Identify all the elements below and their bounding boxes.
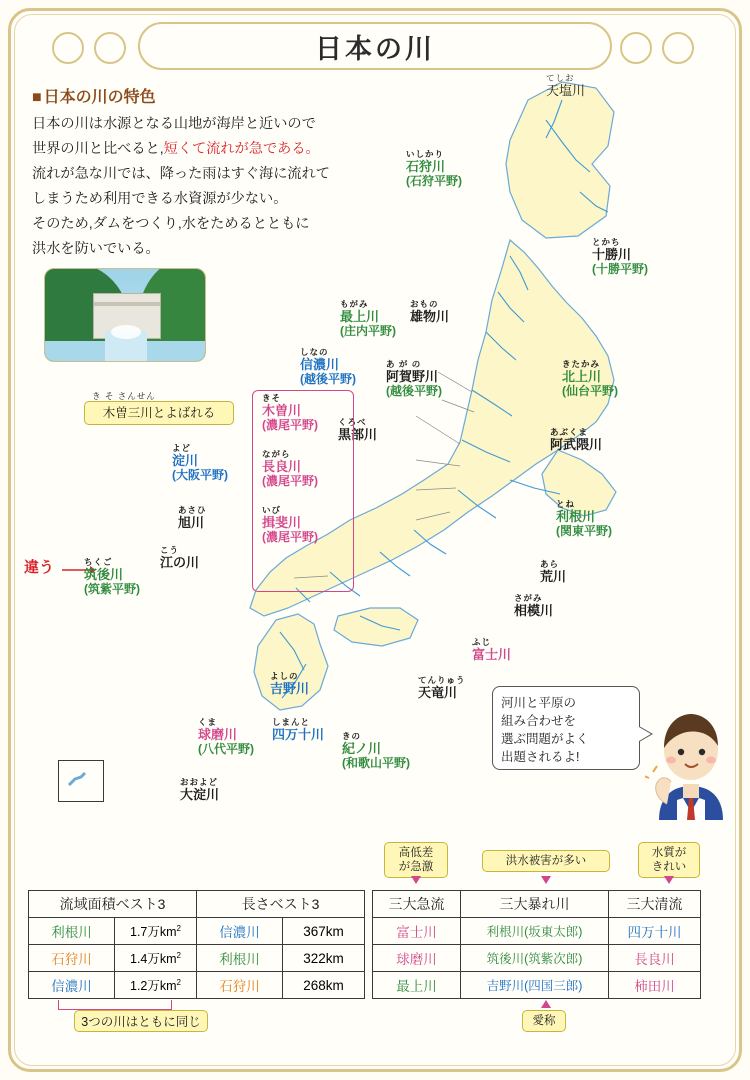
clear-header: 三大清流 xyxy=(609,891,701,918)
tag-wild xyxy=(482,850,610,872)
kiso-sansen-ruby xyxy=(92,392,156,401)
table-row xyxy=(373,918,701,945)
three-rivers-note xyxy=(74,1010,208,1032)
rapid-header: 三大急流 xyxy=(373,891,461,918)
map-label-name: 阿賀野川 xyxy=(386,369,439,384)
map-label-omono xyxy=(410,300,449,324)
map-label-ruby: よど xyxy=(172,443,192,453)
wild-header: 三大暴れ川 xyxy=(461,891,609,918)
basin-value-3-text: 1.2万km xyxy=(130,979,177,993)
rapid-river-3: 最上川 xyxy=(373,972,461,999)
map-label-ruby: くろべ xyxy=(338,417,367,427)
map-label-oyodo xyxy=(180,778,219,802)
map-label-ruby: ちくご xyxy=(84,557,113,567)
kiso-sansen-ruby-text: き そ さんせん xyxy=(92,391,156,401)
clear-river-2: 長良川 xyxy=(609,945,701,972)
table-header-row xyxy=(29,891,365,918)
kiso-sansen-label: 木曽三川とよばれる xyxy=(102,406,216,420)
tip-line: 出題されるよ! xyxy=(501,750,580,764)
paragraph-line-2a: 世界の川と比べると, xyxy=(32,141,164,157)
map-label-kuma xyxy=(198,718,254,756)
rapid-river-1: 富士川 xyxy=(373,918,461,945)
map-label-name: 紀ノ川 xyxy=(342,741,382,756)
map-label-ruby: とかち xyxy=(592,237,621,247)
basin-river-1: 利根川 xyxy=(29,918,115,945)
highlight-text: 短くて流れが急である。 xyxy=(163,141,320,157)
map-label-ara xyxy=(540,560,566,584)
map-label-ruby: てしお xyxy=(546,73,575,83)
wild-river-1: 利根川(坂東太郎) xyxy=(461,918,609,945)
map-label-ruby: ながら xyxy=(262,449,291,459)
brace-shape xyxy=(58,1000,172,1010)
map-label-chikugo xyxy=(84,558,140,596)
okinawa-shape xyxy=(59,761,101,799)
length-value-1: 367km xyxy=(283,918,365,945)
chigau-label: 違う xyxy=(24,559,55,576)
decoration-circle xyxy=(52,32,84,64)
map-label-name: 大淀川 xyxy=(180,787,220,802)
tip-line: 河川と平原の xyxy=(501,696,577,710)
chigau-note xyxy=(24,560,54,575)
length-value-2: 322km xyxy=(283,945,365,972)
map-label-shinano xyxy=(300,348,356,386)
tip-speech-bubble xyxy=(492,686,640,770)
basin-value-2 xyxy=(115,945,197,972)
table-row xyxy=(29,972,365,999)
three-rivers-note-label: 3つの川はともに同じ xyxy=(81,1015,201,1029)
section-heading xyxy=(32,84,156,107)
clear-river-1: 四万十川 xyxy=(609,918,701,945)
map-label-plain: (仙台平野) xyxy=(562,384,618,398)
map-label-ruby: きたかみ xyxy=(562,359,601,369)
map-label-ruby: もがみ xyxy=(340,299,369,309)
map-label-name: 吉野川 xyxy=(270,681,310,696)
section-heading-label: 日本の川の特色 xyxy=(43,89,156,106)
map-label-ruby: さがみ xyxy=(514,593,543,603)
page-title: 日本の川 xyxy=(315,33,435,64)
map-label-name: 木曽川 xyxy=(262,403,302,418)
map-label-ibi xyxy=(262,506,318,544)
stats-table-left xyxy=(28,890,365,999)
map-label-name: 揖斐川 xyxy=(262,515,302,530)
table-header-row xyxy=(373,891,701,918)
tag-clear-line2: きれい xyxy=(651,861,687,873)
map-label-ruby: きそ xyxy=(262,393,282,403)
map-label-name: 球磨川 xyxy=(198,727,238,742)
map-label-mogami xyxy=(340,300,396,338)
map-label-ruby: あ が の xyxy=(386,359,422,369)
wild-river-3: 吉野川(四国三郎) xyxy=(461,972,609,999)
map-label-ruby: こう xyxy=(160,545,180,555)
map-label-name: 最上川 xyxy=(340,309,380,324)
table-row xyxy=(29,945,365,972)
tag-rapid xyxy=(384,842,448,878)
map-label-plain: (関東平野) xyxy=(556,524,612,538)
map-label-plain: (濃尾平野) xyxy=(262,418,318,432)
tag-rapid-line2: が急激 xyxy=(398,861,434,873)
length-river-2: 利根川 xyxy=(197,945,283,972)
map-label-plain: (和歌山平野) xyxy=(342,756,410,770)
map-label-sagami xyxy=(514,594,553,618)
map-label-name: 淀川 xyxy=(172,453,199,468)
map-label-name: 荒川 xyxy=(540,569,567,584)
map-label-name: 旭川 xyxy=(178,515,205,530)
map-label-kitakami xyxy=(562,360,618,398)
tag-wild-label: 洪水被害が多い xyxy=(505,855,587,867)
map-label-plain: (濃尾平野) xyxy=(262,474,318,488)
map-label-name: 石狩川 xyxy=(406,159,446,174)
basin-area-header: 流域面積ベスト3 xyxy=(29,891,197,918)
basin-value-1 xyxy=(115,918,197,945)
map-label-plain: (越後平野) xyxy=(300,372,356,386)
map-label-name: 黒部川 xyxy=(338,427,378,442)
tag-clear-arrow-icon xyxy=(664,876,674,884)
boy-illustration xyxy=(645,700,737,820)
map-label-plain: (大阪平野) xyxy=(172,468,228,482)
paragraph-line: 日本の川は水源となる山地が海岸と近いので xyxy=(32,116,316,132)
paragraph-line: 流れが急な川では、降った雨はすぐ海に流れて xyxy=(32,166,330,182)
map-label-name: 富士川 xyxy=(472,647,512,662)
map-label-ruby: しなの xyxy=(300,347,329,357)
map-label-ruby: いび xyxy=(262,505,282,515)
map-label-abukuma xyxy=(550,428,602,452)
map-label-name: 利根川 xyxy=(556,509,596,524)
basin-value-1-unit: 2 xyxy=(176,923,181,933)
map-label-fuji xyxy=(472,638,511,662)
basin-value-2-text: 1.4万km xyxy=(130,952,177,966)
map-label-name: 江の川 xyxy=(160,555,200,570)
map-label-ruby: あさひ xyxy=(178,505,207,515)
dam-spray-shape xyxy=(111,325,141,339)
basin-river-2: 石狩川 xyxy=(29,945,115,972)
map-label-ruby: おおよど xyxy=(180,777,219,787)
length-river-1: 信濃川 xyxy=(197,918,283,945)
basin-value-3 xyxy=(115,972,197,999)
okinawa-inset xyxy=(58,760,104,802)
map-label-ruby: あぶくま xyxy=(550,427,589,437)
table-row xyxy=(29,918,365,945)
map-label-plain: (石狩平野) xyxy=(406,174,462,188)
map-label-name: 信濃川 xyxy=(300,357,340,372)
map-label-plain: (八代平野) xyxy=(198,742,254,756)
map-label-gonokawa xyxy=(160,546,199,570)
map-label-ruby: とね xyxy=(556,499,576,509)
tip-line: 選ぶ問題がよく xyxy=(501,732,589,746)
length-value-3: 268km xyxy=(283,972,365,999)
paragraph-line: そのため,ダムをつくり,水をためるとともに xyxy=(32,216,310,232)
paragraph-line: 洪水を防いでいる。 xyxy=(32,241,160,257)
map-label-tenryu xyxy=(418,676,466,700)
tag-wild-arrow-icon xyxy=(541,876,551,884)
map-label-ishikari xyxy=(406,150,462,188)
map-label-ruby: ふじ xyxy=(472,637,492,647)
length-river-3: 石狩川 xyxy=(197,972,283,999)
map-label-plain: (濃尾平野) xyxy=(262,530,318,544)
length-header: 長さベスト3 xyxy=(197,891,365,918)
table-row xyxy=(373,945,701,972)
map-label-name: 筑後川 xyxy=(84,567,124,582)
map-label-teshio xyxy=(546,74,585,98)
map-label-name: 長良川 xyxy=(262,459,302,474)
map-label-name: 相模川 xyxy=(514,603,554,618)
map-label-plain: (筑紫平野) xyxy=(84,582,140,596)
rapid-river-2: 球磨川 xyxy=(373,945,461,972)
tag-nickname xyxy=(522,1010,566,1032)
map-label-name: 天竜川 xyxy=(418,685,458,700)
map-label-asahi xyxy=(178,506,207,530)
map-label-name: 北上川 xyxy=(562,369,602,384)
basin-river-3: 信濃川 xyxy=(29,972,115,999)
map-label-plain: (十勝平野) xyxy=(592,262,648,276)
map-label-ruby: あら xyxy=(540,559,560,569)
tag-rapid-line1: 高低差 xyxy=(398,847,434,859)
paragraph-line: しまうため利用できる水資源が少ない。 xyxy=(32,191,288,207)
table-row xyxy=(373,972,701,999)
map-label-ruby: てんりゅう xyxy=(418,675,466,685)
tag-rapid-arrow-icon xyxy=(411,876,421,884)
map-label-ruby: おもの xyxy=(410,299,439,309)
basin-value-1-text: 1.7万km xyxy=(130,925,177,939)
map-label-plain: (庄内平野) xyxy=(340,324,396,338)
map-label-tokachi xyxy=(592,238,648,276)
map-label-ruby: きの xyxy=(342,731,362,741)
wild-river-2: 筑後川(筑紫次郎) xyxy=(461,945,609,972)
map-label-ruby: くま xyxy=(198,717,218,727)
map-label-ruby: よしの xyxy=(270,671,299,681)
map-label-name: 阿武隈川 xyxy=(550,437,603,452)
map-label-ruby: しまんと xyxy=(272,717,311,727)
tip-line: 組み合わせを xyxy=(501,714,577,728)
map-label-yoshino xyxy=(270,672,309,696)
stats-table-right xyxy=(372,890,701,999)
map-label-plain: (越後平野) xyxy=(386,384,442,398)
tag-clear-line1: 水質が xyxy=(651,847,687,859)
map-label-name: 天塩川 xyxy=(546,83,586,98)
map-label-yodo xyxy=(172,444,228,482)
tag-nickname-arrow-icon xyxy=(541,1000,551,1008)
map-label-name: 雄物川 xyxy=(410,309,450,324)
dam-photo xyxy=(44,268,206,362)
map-label-agano xyxy=(386,360,442,398)
map-label-shimanto xyxy=(272,718,324,742)
basin-value-3-unit: 2 xyxy=(176,977,181,987)
basin-value-2-unit: 2 xyxy=(176,950,181,960)
tag-clear xyxy=(638,842,700,878)
map-label-name: 十勝川 xyxy=(592,247,632,262)
square-bullet-icon: ■ xyxy=(32,89,42,106)
map-label-tone xyxy=(556,500,612,538)
map-label-name: 四万十川 xyxy=(272,727,325,742)
map-label-kinokawa xyxy=(342,732,410,770)
clear-river-3: 柿田川 xyxy=(609,972,701,999)
map-label-kiso xyxy=(262,394,318,432)
map-label-nagara xyxy=(262,450,318,488)
map-label-ruby: いしかり xyxy=(406,149,445,159)
decoration-circle xyxy=(94,32,126,64)
tag-nickname-label: 愛称 xyxy=(532,1015,556,1027)
